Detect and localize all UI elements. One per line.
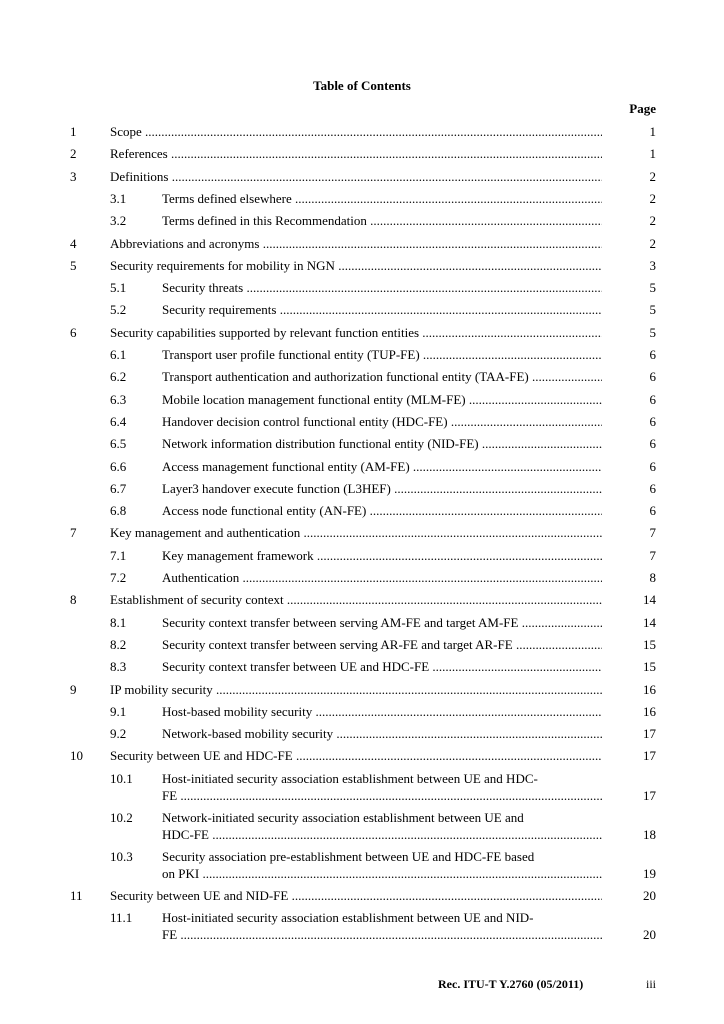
toc-entry-title: Security capabilities supported by relevant function entities ..... bbox=[110, 325, 602, 340]
toc-entry-title: Security between UE and NID-FE ..... bbox=[110, 888, 602, 903]
toc-entry-number: 6.1 bbox=[110, 347, 127, 362]
toc-entry-number: 3.1 bbox=[110, 190, 127, 206]
toc-entry-page: 2 bbox=[649, 213, 656, 229]
toc-entry-title: Access management functional entity (AM-FE) ..... bbox=[162, 459, 602, 474]
toc-entry-page: 6 bbox=[649, 347, 656, 362]
toc-entry-title: Terms defined elsewhere ..... bbox=[162, 191, 602, 206]
toc-entry-number: 9 bbox=[70, 681, 77, 697]
toc-entry-title: Authentication ..... bbox=[162, 570, 602, 585]
toc-entry-number: 7.1 bbox=[110, 547, 127, 563]
toc-entry-page: 2 bbox=[649, 235, 656, 251]
toc-entry-page: 18 bbox=[643, 826, 656, 842]
toc-entry-page: 2 bbox=[649, 168, 656, 184]
toc-entry-number: 5 bbox=[70, 257, 77, 273]
toc-entry-title: Security between UE and HDC-FE ..... bbox=[110, 748, 602, 763]
toc-entry-title: Layer3 handover execute function (L3HEF) ..... bbox=[162, 481, 602, 496]
toc-entry-page: 17 bbox=[643, 726, 656, 742]
toc-entry-page: 16 bbox=[643, 681, 656, 697]
toc-entry-number: 3.2 bbox=[110, 213, 127, 229]
toc-entry-page: 7 bbox=[649, 547, 656, 563]
toc-entry-page: 6 bbox=[649, 458, 656, 474]
toc-entry-title: Handover decision control functional entity (HDC-FE) ..... bbox=[162, 414, 602, 429]
toc-entry-page: 19 bbox=[643, 865, 656, 881]
toc-entry-page: 7 bbox=[649, 525, 656, 541]
toc-entry-title: Transport authentication and authorization functional entity (TAA-FE) ..... bbox=[162, 369, 602, 384]
toc-entry-number: 1 bbox=[70, 124, 77, 139]
toc-entry-page: 6 bbox=[649, 480, 656, 496]
toc-entry-page: 6 bbox=[649, 503, 656, 519]
toc-entry-title: Network-based mobility security ..... bbox=[162, 726, 602, 741]
toc-entry-title: Security requirements for mobility in NGN ..... bbox=[110, 258, 602, 273]
toc-entry-title: Security context transfer between UE and HDC-FE ..... bbox=[162, 659, 602, 674]
toc-entry-title: References ..... bbox=[110, 146, 602, 161]
toc-entry-page: 20 bbox=[643, 887, 656, 903]
toc-entry-number: 6.5 bbox=[110, 436, 127, 452]
toc-entry-title: Network-initiated security association establishment between UE and bbox=[162, 809, 524, 825]
toc-entry-page: 14 bbox=[643, 592, 656, 608]
toc-entry-title: Abbreviations and acronyms ..... bbox=[110, 236, 602, 251]
toc-entry-page: 5 bbox=[649, 324, 656, 340]
toc-entry-number: 11.1 bbox=[110, 910, 133, 925]
toc-entry-number: 6 bbox=[70, 324, 77, 340]
toc-entry-page: 17 bbox=[643, 748, 656, 764]
toc-entry-number: 5.1 bbox=[110, 280, 127, 296]
toc-entry-title: Host-initiated security association establishment between UE and HDC- bbox=[162, 770, 538, 786]
toc-entry-number: 8.1 bbox=[110, 614, 127, 630]
toc-entry-title: Mobile location management functional entity (MLM-FE) ..... bbox=[162, 392, 602, 407]
toc-entry-page: 14 bbox=[643, 614, 656, 630]
toc-entry-number: 7.2 bbox=[110, 570, 127, 585]
toc-entry-number: 8.3 bbox=[110, 659, 127, 675]
toc-entry-number: 6.7 bbox=[110, 480, 127, 496]
toc-entry-page: 5 bbox=[649, 302, 656, 318]
toc-entry-page: 5 bbox=[649, 280, 656, 296]
toc-entry-title: Transport user profile functional entity (TUP-FE) ..... bbox=[162, 347, 602, 362]
toc-entry-page: 6 bbox=[649, 369, 656, 385]
toc-entry-number: 9.1 bbox=[110, 703, 127, 719]
toc-entry-number: 5.2 bbox=[110, 302, 127, 318]
toc-title: Table of Contents bbox=[313, 78, 411, 93]
toc-entry-page: 20 bbox=[643, 927, 656, 942]
toc-entry-title: IP mobility security ..... bbox=[110, 682, 602, 697]
toc-entry-number: 6.2 bbox=[110, 369, 127, 385]
toc-entry-number: 2 bbox=[70, 146, 77, 162]
toc-entry-page: 15 bbox=[643, 636, 656, 652]
toc-entry-title: Key management framework ..... bbox=[162, 548, 602, 563]
toc-entry-page: 1 bbox=[649, 124, 656, 139]
toc-entry-number: 3 bbox=[70, 168, 77, 184]
toc-entry-title: Security requirements ..... bbox=[162, 302, 602, 317]
toc-entry-title-continued: on PKI ..... bbox=[162, 866, 602, 881]
toc-entry-number: 6.3 bbox=[110, 391, 127, 407]
toc-entry-page: 2 bbox=[649, 190, 656, 206]
toc-entry-number: 10.2 bbox=[110, 809, 133, 825]
toc-entry-title: Establishment of security context ..... bbox=[110, 592, 602, 607]
toc-entry-number: 10.3 bbox=[110, 848, 133, 864]
footer-recommendation: Rec. ITU-T Y.2760 (05/2011) bbox=[438, 977, 584, 991]
toc-entry-number: 7 bbox=[70, 525, 77, 541]
toc-entry-page: 6 bbox=[649, 436, 656, 452]
toc-entry-title: Network information distribution functional entity (NID-FE) ..... bbox=[162, 436, 602, 451]
toc-entry-title: Definitions ..... bbox=[110, 169, 602, 184]
toc-entry-title: Host-based mobility security ..... bbox=[162, 704, 602, 719]
toc-entry-number: 10 bbox=[70, 748, 83, 764]
toc-entry-number: 8.2 bbox=[110, 636, 127, 652]
toc-entry-title: Security association pre-establishment between UE and HDC-FE based bbox=[162, 848, 535, 864]
toc-entry-title: Host-initiated security association establishment between UE and NID- bbox=[162, 910, 534, 925]
toc-entry-number: 6.4 bbox=[110, 413, 127, 429]
toc-entry-title-continued: FE ..... bbox=[162, 927, 602, 942]
toc-entry-title: Access node functional entity (AN-FE) ..... bbox=[162, 503, 602, 518]
toc-entry-number: 10.1 bbox=[110, 770, 133, 786]
toc-entry-title: Security context transfer between serving AM-FE and target AM-FE ..... bbox=[162, 615, 602, 630]
toc-entry-title-continued: FE ..... bbox=[162, 788, 602, 803]
toc-entry-title: Key management and authentication ..... bbox=[110, 525, 602, 540]
toc-entry-page: 1 bbox=[649, 146, 656, 162]
toc-entry-page: 8 bbox=[649, 570, 656, 585]
toc-entry-page: 6 bbox=[649, 391, 656, 407]
toc-entry-title-continued: HDC-FE ..... bbox=[162, 827, 602, 842]
toc-entry-number: 11 bbox=[70, 887, 83, 903]
toc-entry-number: 6.8 bbox=[110, 503, 127, 519]
toc-entry-title: Scope ..... bbox=[110, 124, 602, 139]
toc-entry-number: 9.2 bbox=[110, 726, 127, 742]
toc-entry-page: 16 bbox=[643, 703, 656, 719]
toc-entry-page: 6 bbox=[649, 413, 656, 429]
toc-entry-title: Terms defined in this Recommendation ..... bbox=[162, 213, 602, 228]
toc-entry-title: Security context transfer between serving AR-FE and target AR-FE ..... bbox=[162, 637, 602, 652]
footer-page-number: iii bbox=[645, 977, 656, 991]
toc-entry-number: 4 bbox=[70, 235, 77, 251]
toc-entry-number: 6.6 bbox=[110, 458, 127, 474]
page-column-header: Page bbox=[629, 101, 656, 116]
toc-entry-title: Security threats ..... bbox=[162, 280, 602, 295]
toc-entry-page: 15 bbox=[643, 659, 656, 675]
toc-entry-number: 8 bbox=[70, 592, 77, 608]
toc-entry-page: 3 bbox=[649, 257, 656, 273]
toc-entry-page: 17 bbox=[643, 787, 656, 803]
